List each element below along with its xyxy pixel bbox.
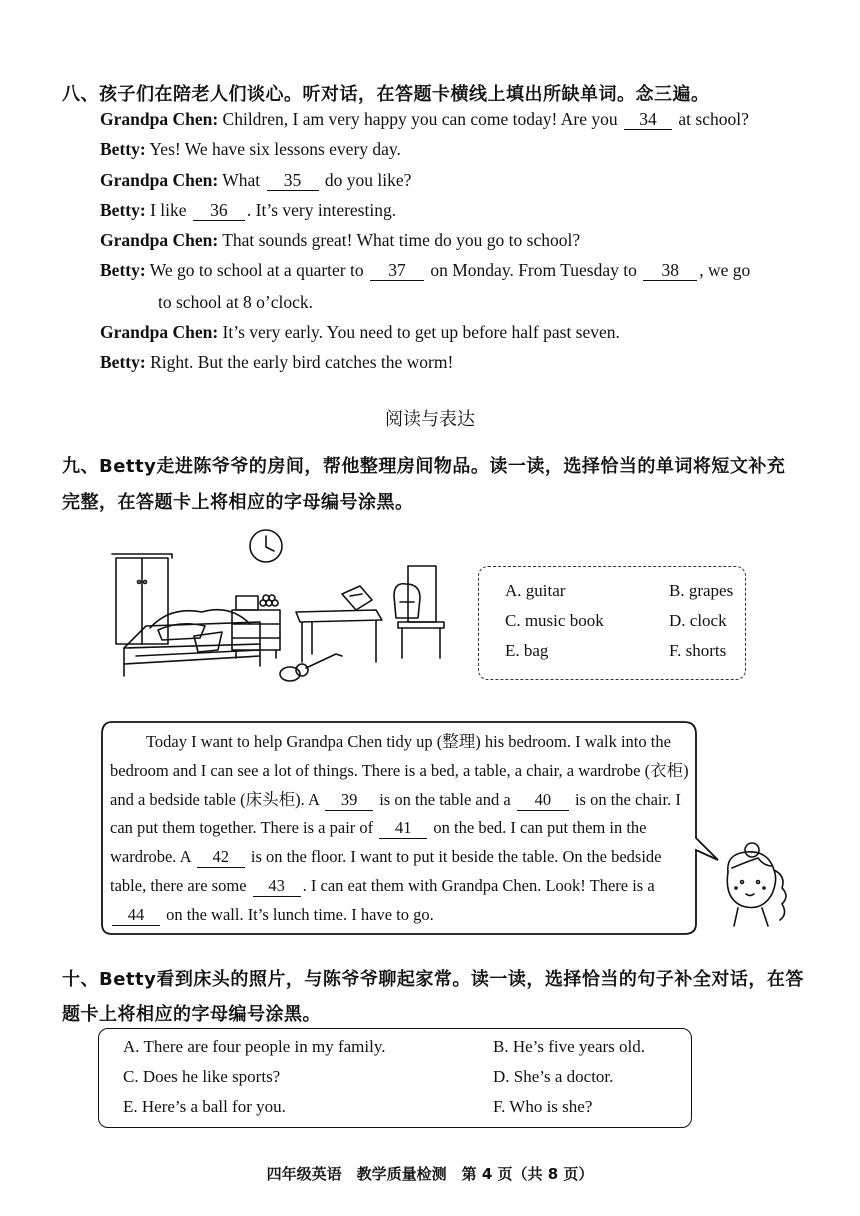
speaker: Betty: <box>100 139 146 159</box>
section8-heading: 八、孩子们在陪老人们谈心。听对话，在答题卡横线上填出所缺单词。念三遍。 <box>62 84 710 105</box>
dialogue-line-8 <box>100 350 453 374</box>
word-options-box <box>478 566 746 680</box>
story-text: . I can eat them with Grandpa Chen. Look! There is a <box>302 875 655 895</box>
answer-blank-35: 35 <box>267 170 319 191</box>
dialogue-line-3 <box>100 168 411 192</box>
story-blank-41: 41 <box>379 818 427 839</box>
clock-icon <box>250 530 282 562</box>
dialogue-text: We go to school at a quarter to <box>145 260 368 280</box>
dialogue-line-6-cont <box>158 290 313 314</box>
sentence-option-f: F. Who is she? <box>493 1097 593 1116</box>
dialogue-text: do you like? <box>320 170 412 190</box>
story-blank-39: 39 <box>325 790 373 811</box>
dialogue-text: Yes! We have six lessons every day. <box>145 139 401 159</box>
dialogue-text: It’s very early. You need to get up before half past seven. <box>218 322 620 342</box>
guitar-icon <box>280 654 342 681</box>
story-text: Today I want to help Grandpa Chen tidy up (整理) his bedroom. I walk into the bedroom and I can see a lot of things. There is a bed, a table, a chair, a wardrobe (衣柜) and a bedside table (床头柜). A <box>110 732 689 809</box>
speaker: Betty: <box>100 200 146 220</box>
story-text: on the bed. I can put them in the wardrobe. A <box>110 818 647 867</box>
dialogue-line-2 <box>100 137 401 161</box>
dialogue-text: , we go <box>699 260 751 280</box>
option-c: C. music book <box>505 611 604 630</box>
dialogue-text: . It’s very interesting. <box>246 200 397 220</box>
bedroom-illustration <box>110 526 455 686</box>
story-text: is on the floor. I want to put it beside the table. On the bedside table, there are some <box>110 847 662 895</box>
dialogue-line-4 <box>100 198 396 222</box>
speaker: Grandpa Chen: <box>100 109 219 129</box>
bedside-table-icon <box>232 595 280 658</box>
story-blank-44: 44 <box>112 905 160 926</box>
dialogue-line-1 <box>100 107 749 131</box>
dialogue-text: Right. But the early bird catches the worm! <box>145 352 454 372</box>
answer-blank-38: 38 <box>643 260 697 281</box>
option-b: B. grapes <box>669 581 734 600</box>
sentence-options-box <box>98 1028 692 1128</box>
section10-heading-line2: 题卡上将相应的字母编号涂黑。 <box>62 1004 321 1025</box>
section-title: 阅读与表达 <box>385 409 475 430</box>
story-blank-40: 40 <box>517 790 569 811</box>
speaker: Grandpa Chen: <box>100 230 219 250</box>
story-text: is on the table and a <box>375 789 515 809</box>
dialogue-text: on Monday. From Tuesday to <box>426 260 642 280</box>
sentence-option-e: E. Here’s a ball for you. <box>123 1097 286 1116</box>
story-passage <box>110 728 695 930</box>
girl-illustration <box>712 836 804 928</box>
music-book-icon <box>342 586 372 610</box>
story-text: is on the chair. I can put them together. There is a pair of <box>110 789 681 838</box>
page-footer: 四年级英语 教学质量检测 第 4 页（共 8 页） <box>266 1165 594 1183</box>
sentence-option-d: D. She’s a doctor. <box>493 1067 614 1086</box>
dialogue-text: That sounds great! What time do you go to school? <box>218 230 581 250</box>
table-icon <box>296 586 382 662</box>
story-text: on the wall. It’s lunch time. I have to go. <box>162 904 434 924</box>
bag-icon <box>394 584 420 618</box>
speaker: Betty: <box>100 260 146 280</box>
option-d: D. clock <box>669 611 727 630</box>
option-a: A. guitar <box>505 581 566 600</box>
speaker: Grandpa Chen: <box>100 322 219 342</box>
bed-icon <box>124 610 260 676</box>
answer-blank-37: 37 <box>370 260 424 281</box>
section9-heading-line1: 九、Betty走进陈爷爷的房间，帮他整理房间物品。读一读，选择恰当的单词将短文补充 <box>62 456 786 477</box>
story-blank-42: 42 <box>197 847 245 868</box>
answer-blank-34: 34 <box>624 109 672 130</box>
sentence-option-c: C. Does he like sports? <box>123 1067 281 1086</box>
dialogue-line-7 <box>100 320 620 344</box>
answer-blank-36: 36 <box>193 200 245 221</box>
section10-heading-line1: 十、Betty看到床头的照片，与陈爷爷聊起家常。读一读，选择恰当的句子补全对话，在答 <box>62 969 804 990</box>
dialogue-line-6 <box>100 258 750 282</box>
option-e: E. bag <box>505 641 549 660</box>
dialogue-text: to school at 8 o’clock. <box>158 292 314 312</box>
dialogue-line-5 <box>100 228 580 252</box>
sentence-option-a: A. There are four people in my family. <box>123 1037 386 1056</box>
dialogue-text: I like <box>145 200 191 220</box>
sentence-option-b: B. He’s five years old. <box>493 1037 646 1056</box>
dialogue-text: at school? <box>674 109 749 129</box>
chair-icon <box>394 566 444 658</box>
story-blank-43: 43 <box>253 876 301 897</box>
speaker: Betty: <box>100 352 146 372</box>
dialogue-text: Children, I am very happy you can come today! Are you <box>218 109 622 129</box>
section9-heading-line2: 完整，在答题卡上将相应的字母编号涂黑。 <box>62 492 414 513</box>
dialogue-text: What <box>218 170 265 190</box>
option-f: F. shorts <box>669 641 727 660</box>
speaker: Grandpa Chen: <box>100 170 219 190</box>
